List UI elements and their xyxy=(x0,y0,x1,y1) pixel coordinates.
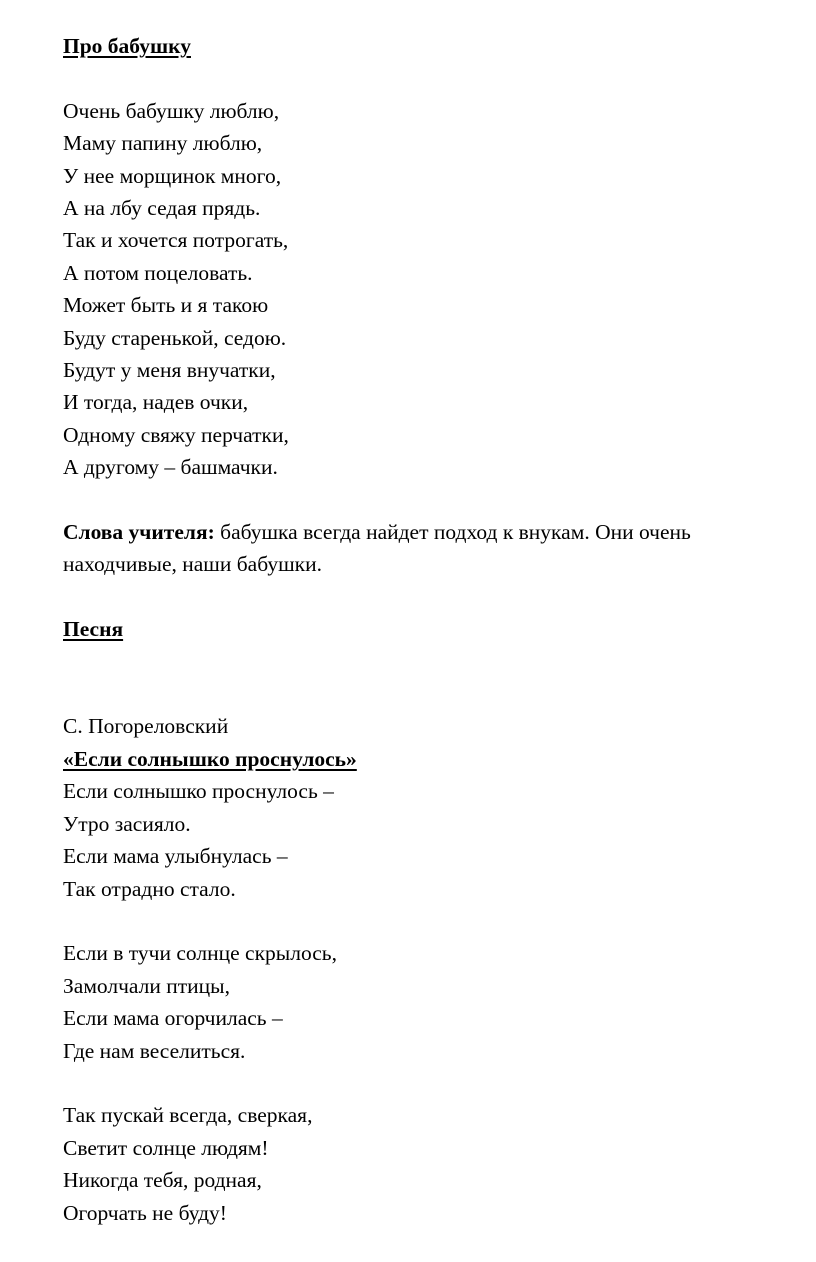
stanza xyxy=(63,1099,793,1229)
spacer xyxy=(63,62,793,94)
poem-line: Маму папину люблю, xyxy=(63,131,263,156)
poem-line: Светит солнце людям! xyxy=(63,1135,269,1160)
song-heading: Песня xyxy=(63,617,124,642)
document-page xyxy=(63,30,793,1229)
stanza xyxy=(63,775,793,905)
poem-body xyxy=(63,95,793,484)
spacer xyxy=(63,581,793,613)
poem-line: Так пускай всегда, сверкая, xyxy=(63,1103,313,1128)
teacher-text: бабушка всегда найдет подход к внукам. Они очень находчивые, наши бабушки. xyxy=(63,520,691,577)
stanza xyxy=(63,937,793,1067)
poem-author: С. Погореловский xyxy=(63,714,229,739)
spacer xyxy=(63,484,793,516)
poem-line: У нее морщинок много, xyxy=(63,163,282,188)
poem-line: Если в тучи солнце скрылось, xyxy=(63,941,337,966)
poem-line: А потом поцеловать. xyxy=(63,260,253,285)
spacer xyxy=(63,1067,793,1099)
song-title: «Если солнышко проснулось» xyxy=(63,746,357,771)
poem-line: Никогда тебя, родная, xyxy=(63,1168,262,1193)
poem-line: Будут у меня внучатки, xyxy=(63,358,276,383)
poem-line: Может быть и я такою xyxy=(63,293,269,318)
poem-line: А на лбу седая прядь. xyxy=(63,196,261,221)
spacer xyxy=(63,905,793,937)
poem-line: Если мама огорчилась – xyxy=(63,1006,283,1031)
poem-line: Если солнышко проснулось – xyxy=(63,779,334,804)
poem-line: Если мама улыбнулась – xyxy=(63,844,288,869)
poem-line: Так и хочется потрогать, xyxy=(63,228,289,253)
spacer xyxy=(63,646,793,711)
poem-line: Очень бабушку люблю, xyxy=(63,98,280,123)
poem-line: И тогда, надев очки, xyxy=(63,390,249,415)
teacher-label: Слова учителя: xyxy=(63,520,215,545)
poem-line: Огорчать не буду! xyxy=(63,1200,227,1225)
teacher-paragraph xyxy=(63,516,793,581)
poem-line: А другому – башмачки. xyxy=(63,455,278,480)
poem-line: Так отрадно стало. xyxy=(63,876,236,901)
poem-line: Замолчали птицы, xyxy=(63,973,231,998)
poem-line: Утро засияло. xyxy=(63,811,191,836)
poem-line: Где нам веселиться. xyxy=(63,1038,246,1063)
poem-line: Буду старенькой, седою. xyxy=(63,325,287,350)
poem-line: Одному свяжу перчатки, xyxy=(63,422,289,447)
poem-title: Про бабушку xyxy=(63,34,191,58)
